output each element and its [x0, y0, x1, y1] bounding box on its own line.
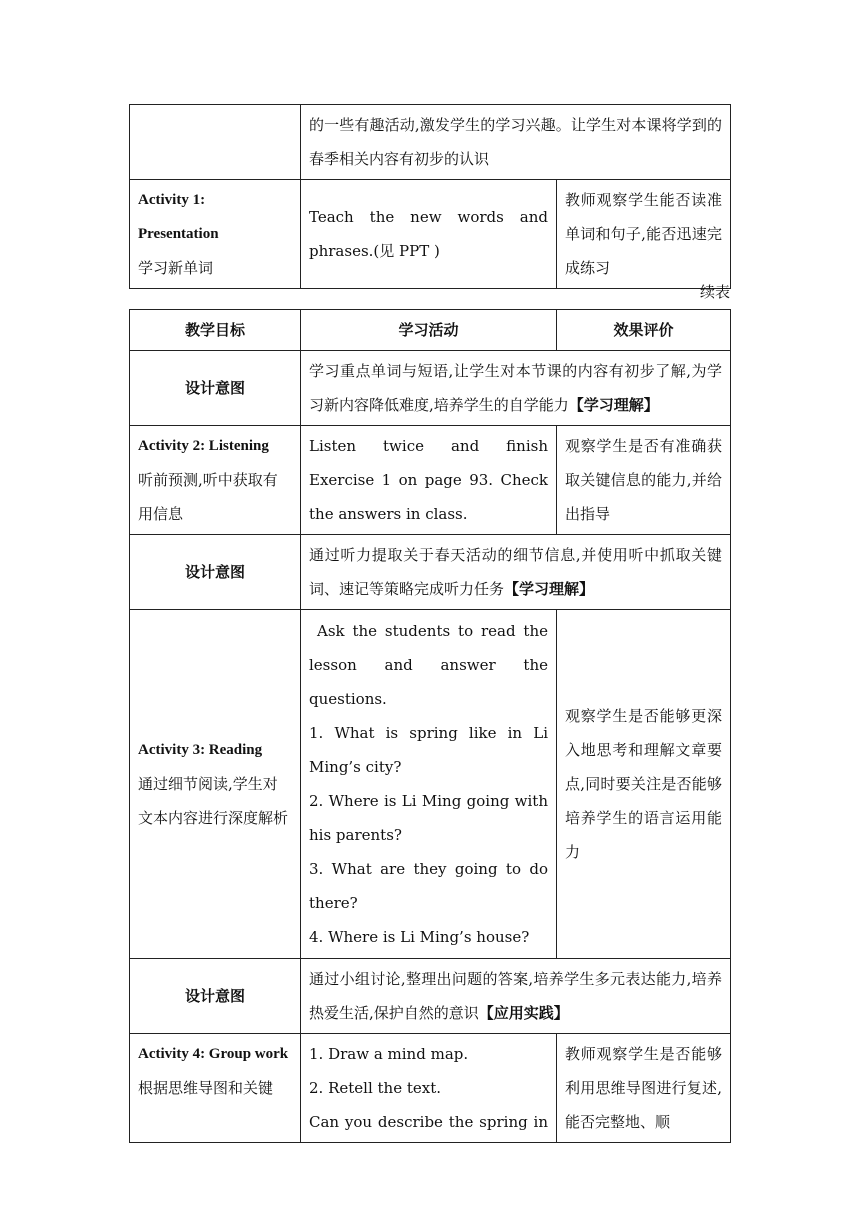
- activity-1-title: Activity 1:: [138, 192, 206, 208]
- table-row: [130, 105, 731, 180]
- design-body: 通过小组讨论,整理出问题的答案,培养学生多元表达能力,培养热爱生活,保护自然的意识: [309, 970, 722, 1022]
- activity-4-goal: [130, 1034, 301, 1143]
- table-header-row: [130, 310, 731, 351]
- intro-text: 的一些有趣活动,激发学生的学习兴趣。让学生对本课将学到的春季相关内容有初步的认识: [301, 105, 731, 180]
- design-body: 学习重点单词与短语,让学生对本节课的内容有初步了解,为学习新内容降低难度,培养学生的自学能力: [309, 362, 722, 414]
- question-item: 2. Where is Li Ming going with his parents?: [309, 792, 548, 844]
- table-row: [130, 610, 731, 959]
- activity-3-intro: Ask the students to read the lesson and answer the questions.: [309, 622, 548, 708]
- design-text: [301, 535, 731, 610]
- header-activity: 学习活动: [301, 310, 557, 351]
- header-goal: 教学目标: [130, 310, 301, 351]
- activity-4-title: Activity 4: Group work: [138, 1046, 289, 1062]
- empty-cell: [130, 105, 301, 180]
- activity-1-title-2: Presentation: [138, 226, 219, 242]
- activity-1-desc: 学习新单词: [138, 259, 214, 277]
- activity-1-goal: [130, 180, 301, 289]
- table-row: [130, 535, 731, 610]
- table-row: [130, 1034, 731, 1143]
- design-tag: 【学习理解】: [504, 580, 595, 598]
- design-label: 设计意图: [130, 535, 301, 610]
- activity-3-evaluation: 观察学生是否能够更深入地思考和理解文章要点,同时要关注是否能够培养学生的语言运用能力: [557, 610, 731, 959]
- activity-2-evaluation: 观察学生是否有准确获取关键信息的能力,并给出指导: [557, 426, 731, 535]
- activity-1-activity: Teach the new words and phrases.(见 PPT ): [301, 180, 557, 289]
- table-row: [130, 959, 731, 1034]
- design-tag: 【应用实践】: [478, 1004, 569, 1022]
- activity-3-activity: [301, 610, 557, 959]
- design-text: [301, 351, 731, 426]
- continued-label: 续表: [699, 283, 730, 301]
- design-text: [301, 959, 731, 1034]
- activity-4-question: Can you describe the spring in: [309, 1113, 548, 1131]
- design-label: 设计意图: [130, 959, 301, 1034]
- activity-1-evaluation: 教师观察学生能否读准单词和句子,能否迅速完成练习: [557, 180, 731, 289]
- activity-3-title: Activity 3: Reading: [138, 742, 263, 758]
- activity-2-desc: 听前预测,听中获取有用信息: [138, 471, 278, 523]
- activity-2-goal: [130, 426, 301, 535]
- design-body: 通过听力提取关于春天活动的细节信息,并使用听中抓取关键词、速记等策略完成听力任务: [309, 546, 722, 598]
- lesson-table-top: [129, 104, 731, 289]
- question-item: 3. What are they going to do there?: [309, 860, 548, 912]
- table-row: [130, 351, 731, 426]
- activity-2-activity: Listen twice and finish Exercise 1 on page 93. Check the answers in class.: [301, 426, 557, 535]
- table-row: [130, 180, 731, 289]
- table-row: [130, 426, 731, 535]
- activity-3-desc: 通过细节阅读,学生对文本内容进行深度解析: [138, 775, 289, 827]
- header-evaluation: 效果评价: [557, 310, 731, 351]
- lesson-table-main: [129, 309, 731, 1143]
- design-label: 设计意图: [130, 351, 301, 426]
- activity-4-evaluation: 教师观察学生是否能够利用思维导图进行复述,能否完整地、顺: [557, 1034, 731, 1143]
- step-item: 1. Draw a mind map.: [309, 1045, 469, 1063]
- question-item: 1. What is spring like in Li Ming’s city?: [309, 724, 548, 776]
- activity-2-title: Activity 2: Listening: [138, 438, 269, 454]
- activity-4-desc: 根据思维导图和关键: [138, 1079, 274, 1097]
- design-tag: 【学习理解】: [568, 396, 659, 414]
- activity-3-goal: [130, 610, 301, 959]
- question-item: 4. Where is Li Ming’s house?: [309, 928, 530, 946]
- step-item: 2. Retell the text.: [309, 1079, 442, 1097]
- activity-4-activity: [301, 1034, 557, 1143]
